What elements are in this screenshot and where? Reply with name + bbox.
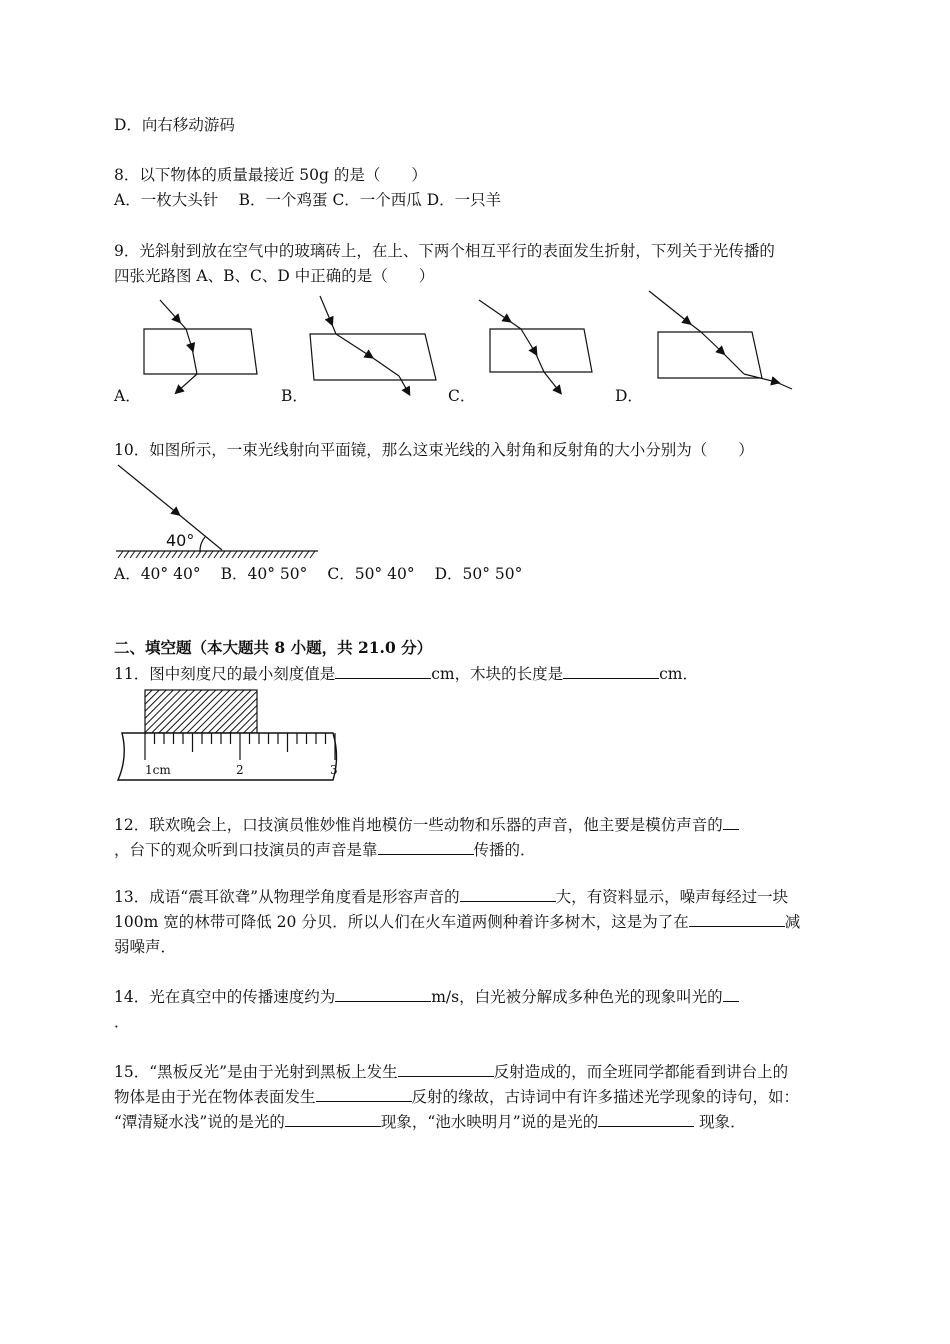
q15-line2-text-a: 物体是由于光在物体表面发生 [114,1088,316,1106]
q13-blank-2[interactable] [689,912,785,927]
q9-stem-line2: 四张光路图 A、B、C、D 中正确的是（ ） [114,267,435,285]
ruler-label-1cm: 1cm [145,763,171,777]
q13-line2 [114,912,800,932]
q12-line2 [114,840,536,860]
q13-line1 [114,887,788,907]
q11-part1: 11．图中刻度尺的最小刻度值是 [114,665,336,683]
q15-line2-text-b: 反射的缘故，古诗词中有许多描述光学现象的诗句，如： [411,1088,800,1106]
q12-blank-1[interactable] [723,815,739,830]
q7-option-d: D．向右移动游码 [114,116,235,134]
q10-option-c: C．50° 40° [327,565,415,583]
q14-line2: ． [114,1013,130,1031]
q9-label-a: A． [114,387,141,405]
section2-title: 二、填空题（本大题共 8 小题，共 21.0 分） [114,638,433,657]
q10-option-b: B．40° 50° [220,565,308,583]
q14-blank-1[interactable] [335,987,431,1002]
q9-label-c: C． [448,387,476,405]
q13-line1-text-a: 13．成语“震耳欲聋”从物理学角度看是形容声音的 [114,888,460,906]
q14-line1-text-a: 14．光在真空中的传播速度约为 [114,988,336,1006]
q15-blank-1[interactable] [398,1062,494,1077]
q15-line1-text-b: 反射造成的，而全班同学都能看到讲台上的 [493,1063,789,1081]
q12-line1-text: 12．联欢晚会上，口技演员惟妙惟肖地模仿一些动物和乐器的声音，他主要是模仿声音的 [114,816,723,834]
q13-line2-text-b: 减 [784,913,801,931]
q13-line3: 弱噪声． [114,938,177,956]
q14-blank-2[interactable] [723,987,739,1002]
q9-label-d: D． [615,387,643,405]
q11-part3: cm． [659,665,699,683]
q14-line1-text-b: m/s，白光被分解成多种色光的现象叫光的 [431,988,723,1006]
q10-angle-label: 40° [166,531,195,550]
q10-option-d: D．50° 50° [434,565,523,583]
q15-line3-text-b: 现象，“池水映明月”说的是光的 [380,1113,599,1131]
q12-blank-2[interactable] [378,840,474,855]
q8-stem: 8．以下物体的质量最接近 50g 的是（ ） [114,166,427,184]
wood-block [145,690,257,733]
q10-stem: 10．如图所示，一束光线射向平面镜，那么这束光线的入射角和反射角的大小分别为（ ） [114,441,754,459]
q10-option-a: A．40° 40° [114,565,201,583]
q8-options: A．一枚大头针 B．一个鸡蛋 C．一个西瓜 D．一只羊 [114,191,502,209]
q15-line3 [114,1112,746,1132]
q15-blank-3[interactable] [285,1112,381,1127]
q9-label-b: B． [281,387,308,405]
q15-line3-text-a: “潭清疑水浅”说的是光的 [114,1113,285,1131]
ruler-label-3: 3 [330,763,338,777]
q14-line1 [114,987,739,1007]
q15-line3-text-c: 现象． [699,1113,746,1131]
q13-line2-text-a: 100m 宽的林带可降低 20 分贝．所以人们在火车道两侧种着许多树木，这是为了在 [114,913,689,931]
ruler-label-2: 2 [236,763,244,777]
q12-line1 [114,815,739,835]
q15-line2 [114,1087,799,1107]
q15-line1 [114,1062,788,1082]
q13-blank-1[interactable] [460,887,556,902]
q15-line1-text-a: 15．“黑板反光”是由于光射到黑板上发生 [114,1063,398,1081]
q15-blank-4[interactable] [598,1112,694,1127]
q15-blank-2[interactable] [316,1087,412,1102]
q11-part2: cm，木块的长度是 [431,665,564,683]
q9-stem-line1: 9．光斜射到放在空气中的玻璃砖上，在上、下两个相互平行的表面发生折射，下列关于光传播的 [114,242,775,260]
q12-line2-text-a: ，台下的观众听到口技演员的声音是靠 [114,841,378,859]
q12-line2-text-b: 传播的． [473,841,536,859]
q13-line1-text-b: 大，有资料显示，噪声每经过一块 [555,888,789,906]
